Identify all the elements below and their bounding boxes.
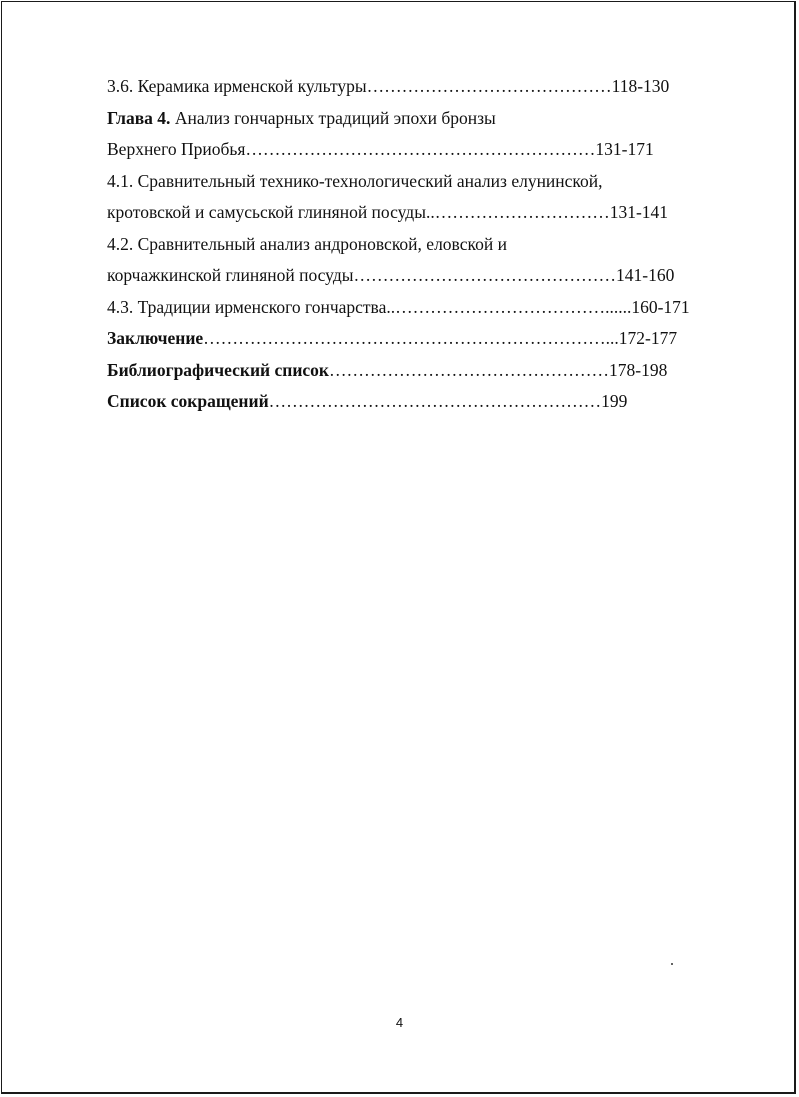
toc-entry-3-6 xyxy=(107,74,722,106)
toc-entry-leader: …………………………………………………199 xyxy=(268,391,628,411)
scan-speck xyxy=(671,963,673,965)
toc-entry-leader: ……………………………………………………………...172-177 xyxy=(203,328,678,348)
toc-entry-text: корчажкинской глиняной посуды………………………………………141-160 xyxy=(107,265,675,285)
toc-entry-4-1-continued xyxy=(107,200,722,232)
page-number: 4 xyxy=(395,1015,404,1030)
chapter-label: Глава 4. xyxy=(107,107,171,128)
toc-entry-4-3 xyxy=(107,295,722,327)
toc-entry-abbreviations xyxy=(107,389,722,421)
toc-entry-text: Верхнего Приобья……………………………………………………131-171 xyxy=(107,139,654,159)
toc-entry-conclusion xyxy=(107,326,722,358)
toc-entry-text: Анализ гончарных традиций эпохи бронзы xyxy=(170,107,496,128)
toc-entry-chapter-4 xyxy=(107,106,722,138)
toc-entry-leader: …………………………………………178-198 xyxy=(329,359,668,380)
toc-entry-chapter-4-continued xyxy=(107,137,722,169)
toc-entry-bibliography xyxy=(107,358,722,390)
toc-entry-text: 4.1. Сравнительный технико-технологический анализ елунинской, xyxy=(107,170,603,191)
toc-entry-4-2 xyxy=(107,232,722,264)
toc-entry-text: 4.2. Сравнительный анализ андроновской, еловской и xyxy=(107,233,507,254)
toc-entry-title: Библиографический список xyxy=(107,359,330,380)
toc-entry-text: 3.6. Керамика ирменской культуры……………………………………118-130 xyxy=(107,76,670,96)
toc-entry-text: кротовской и самусьской глиняной посуды..…………………………131-141 xyxy=(107,202,669,222)
toc-entry-title: Список сокращений xyxy=(107,391,269,411)
toc-entry-title: Заключение xyxy=(107,328,204,348)
toc-entry-text: 4.3. Традиции ирменского гончарства..………………………………......160-171 xyxy=(107,296,690,317)
toc-entry-4-1 xyxy=(107,169,722,201)
table-of-contents xyxy=(107,74,722,421)
toc-entry-4-2-continued xyxy=(107,263,722,295)
